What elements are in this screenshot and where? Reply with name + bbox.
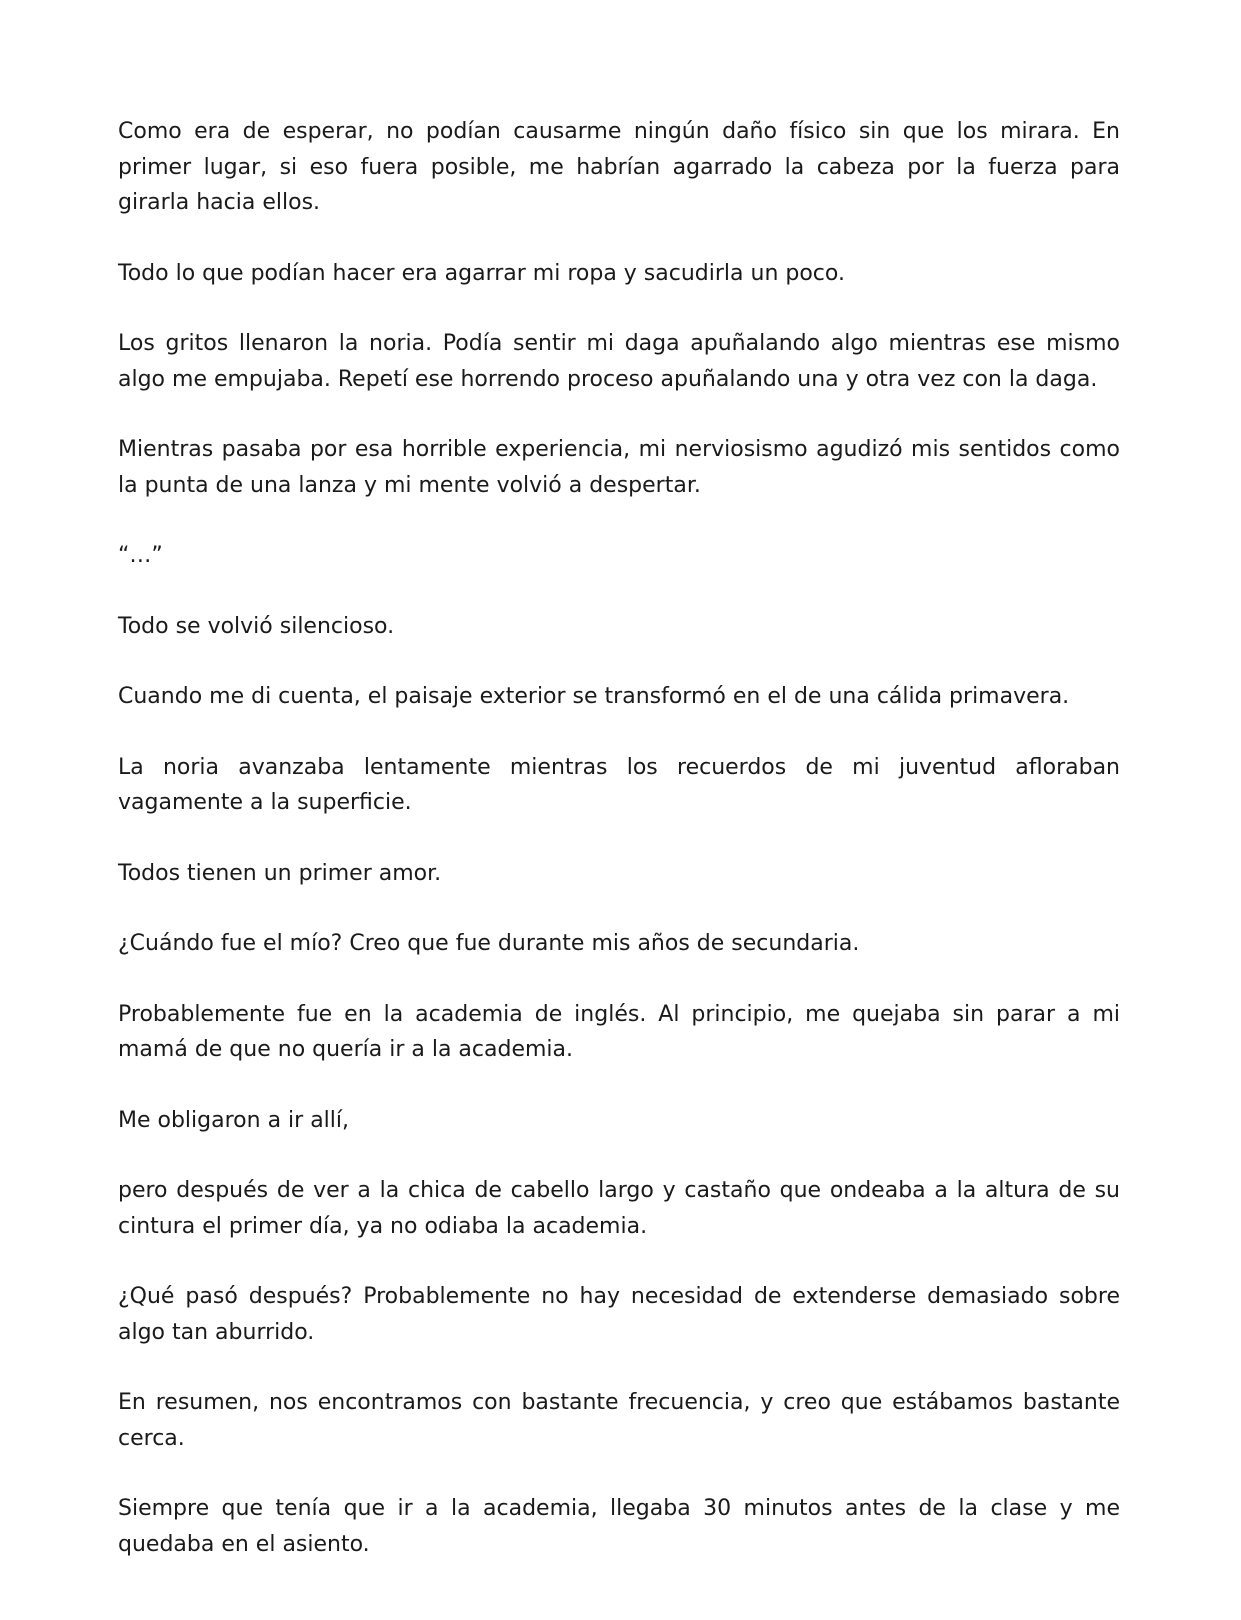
paragraph: ¿Cuándo fue el mío? Creo que fue durante mis años de secundaria. <box>118 931 860 956</box>
paragraph: Me obligaron a ir allí, <box>118 1107 349 1133</box>
paragraph: Todo se volvió silencioso. <box>118 613 395 639</box>
paragraph: Mientras pasaba por esa horrible experiencia, mi nerviosismo agudizó mis sentidos como la punta de una lanza y mi mente volvió a despertar. <box>118 437 1120 498</box>
paragraph: En resumen, nos encontramos con bastante frecuencia, y creo que estábamos bastante cerca. <box>118 1390 1120 1451</box>
paragraph: Todo lo que podían hacer era agarrar mi ropa y sacudirla un poco. <box>118 260 845 286</box>
paragraph: Siempre que tenía que ir a la academia, llegaba 30 minutos antes de la clase y me quedaba en el asiento. <box>118 1496 1120 1557</box>
body-text <box>118 114 1120 1597</box>
paragraph: Probablemente fue en la academia de inglés. Al principio, me quejaba sin parar a mi mamá de que no quería ir a la academia. <box>118 1001 1120 1062</box>
paragraph: Todos tienen un primer amor. <box>118 860 442 886</box>
paragraph: Cuando me di cuenta, el paisaje exterior se transformó en el de una cálida primavera. <box>118 684 1070 709</box>
paragraph: “…” <box>118 543 163 568</box>
paragraph: ¿Qué pasó después? Probablemente no hay necesidad de extenderse demasiado sobre algo tan aburrido. <box>118 1284 1120 1345</box>
paragraph: Los gritos llenaron la noria. Podía sentir mi daga apuñalando algo mientras ese mismo algo me empujaba. Repetí ese horrendo proceso apuñalando una y otra vez con la daga. <box>118 331 1120 392</box>
paragraph: Como era de esperar, no podían causarme ningún daño físico sin que los mirara. En primer lugar, si eso fuera posible, me habrían agarrado la cabeza por la fuerza para girarla hacia ellos. <box>118 119 1120 215</box>
paragraph: La noria avanzaba lentamente mientras los recuerdos de mi juventud afloraban vagamente a la superficie. <box>118 754 1120 815</box>
paragraph: pero después de ver a la chica de cabello largo y castaño que ondeaba a la altura de su cintura el primer día, ya no odiaba la academia. <box>118 1178 1120 1239</box>
